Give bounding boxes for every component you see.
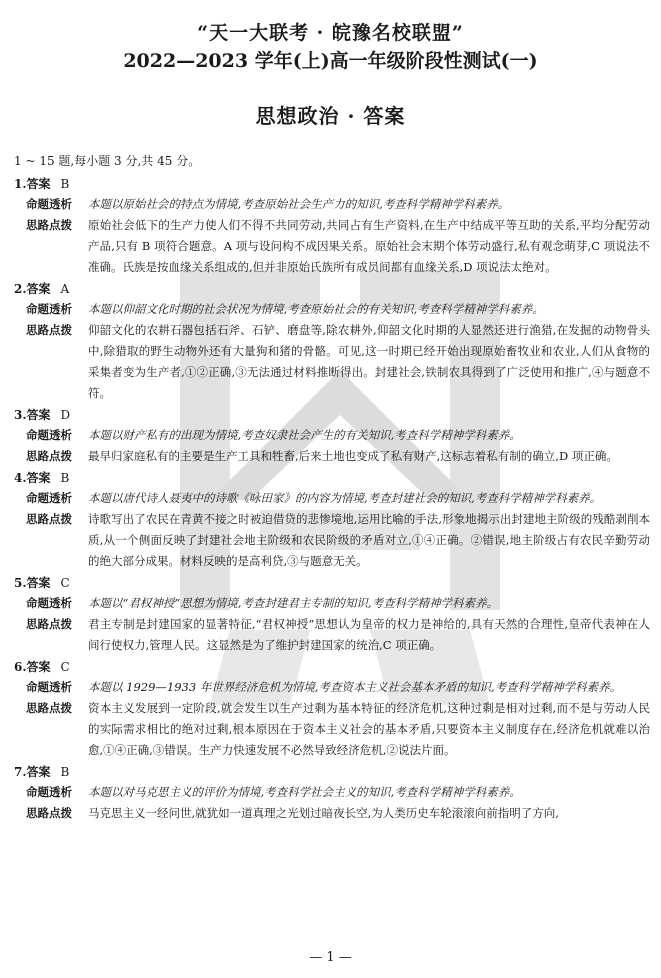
purpose-text: 本题以唐代诗人聂夷中的诗歌《咏田家》的内容为情境,考查封建社会的知识,考查科学精神学科素养。 xyxy=(88,491,602,505)
purpose-label: 命题透析 xyxy=(26,491,72,505)
question-number: 6. xyxy=(14,660,27,674)
hint-label: 思路点拨 xyxy=(26,701,72,715)
answer-header xyxy=(14,279,650,299)
answer-item xyxy=(14,468,650,572)
question-number: 1. xyxy=(14,177,27,191)
answer-label: 答案 xyxy=(26,576,51,590)
purpose-text: 本题以 1929—1933 年世界经济危机为情境,考查资本主义社会基本矛盾的知识,考查科学精神学科素养。 xyxy=(88,680,622,694)
answer-header xyxy=(14,405,650,425)
purpose-text: 本题以对马克思主义的评价为情境,考查科学社会主义的知识,考查科学精神学科素养。 xyxy=(88,785,521,799)
answer-item xyxy=(14,405,650,467)
header-title-line2: 2022—2023 学年(上)高一年级阶段性测试(一) xyxy=(123,50,538,72)
answer-choice: B xyxy=(60,471,70,485)
answer-label: 答案 xyxy=(26,408,51,422)
answer-item xyxy=(14,174,650,278)
purpose-row xyxy=(14,677,650,698)
purpose-row xyxy=(14,299,650,320)
answer-label: 答案 xyxy=(26,765,51,779)
hint-label: 思路点拨 xyxy=(26,617,72,631)
purpose-label: 命题透析 xyxy=(26,302,72,316)
hint-row xyxy=(14,215,650,278)
document-subject-title: 思想政治 · 答案 xyxy=(255,104,406,128)
question-number: 2. xyxy=(14,282,27,296)
hint-label: 思路点拨 xyxy=(26,218,72,232)
answer-label: 答案 xyxy=(26,660,51,674)
header-title-line1: “天一大联考 · 皖豫名校联盟” xyxy=(197,22,464,44)
answer-list xyxy=(14,174,650,825)
hint-text: 君主专制是封建国家的显著特征,“君权神授”思想认为皇帝的权力是神给的,具有天然的合理性,皇帝代表神在人间行使权力,管理人民。这显然是为了维护封建国家的统治,C 项正确。 xyxy=(88,617,650,652)
purpose-label: 命题透析 xyxy=(26,596,72,610)
answer-header xyxy=(14,657,650,677)
hint-label: 思路点拨 xyxy=(26,806,72,820)
purpose-label: 命题透析 xyxy=(26,428,72,442)
hint-label: 思路点拨 xyxy=(26,323,72,337)
purpose-label: 命题透析 xyxy=(26,197,72,211)
hint-text: 资本主义发展到一定阶段,就会发生以生产过剩为基本特征的经济危机,这种过剩是相对过剩,而不是与劳动人民的实际需求相比的绝对过剩,根本原因在于资本主义社会的基本矛盾,只要资本主义制度存在,经济危机就难以治愈,①④正确,③错误。生产力快速发展不必然导致经济危机,②说法片面。 xyxy=(88,701,650,757)
answer-label: 答案 xyxy=(26,471,51,485)
page-number: — 1 — xyxy=(309,950,352,965)
answer-item xyxy=(14,573,650,656)
answer-choice: B xyxy=(60,177,70,191)
answer-item xyxy=(14,279,650,404)
answer-label: 答案 xyxy=(26,282,51,296)
purpose-row xyxy=(14,782,650,803)
hint-label: 思路点拨 xyxy=(26,449,72,463)
question-number: 3. xyxy=(14,408,27,422)
hint-label: 思路点拨 xyxy=(26,512,72,526)
purpose-label: 命题透析 xyxy=(26,680,72,694)
answer-header xyxy=(14,174,650,194)
question-number: 5. xyxy=(14,576,27,590)
purpose-row xyxy=(14,488,650,509)
answer-header xyxy=(14,762,650,782)
purpose-text: 本题以财产私有的出现为情境,考查奴隶社会产生的有关知识,考查科学精神学科素养。 xyxy=(88,428,521,442)
answer-choice: C xyxy=(60,660,70,674)
answer-choice: B xyxy=(60,765,70,779)
hint-text: 最早归家庭私有的主要是生产工具和牲畜,后来土地也变成了私有财产,这标志着私有制的确立,D 项正确。 xyxy=(88,449,618,463)
hint-row xyxy=(14,446,650,467)
purpose-text: 本题以“君权神授”思想为情境,考查封建君主专制的知识,考查科学精神学科素养。 xyxy=(88,596,499,610)
answer-header xyxy=(14,573,650,593)
question-number: 7. xyxy=(14,765,27,779)
answer-choice: C xyxy=(60,576,70,590)
purpose-row xyxy=(14,194,650,215)
hint-row xyxy=(14,803,650,824)
purpose-text: 本题以原始社会的特点为情境,考查原始社会生产力的知识,考查科学精神学科素养。 xyxy=(88,197,510,211)
hint-text: 仰韶文化的农耕石器包括石斧、石铲、磨盘等,除农耕外,仰韶文化时期的人显然还进行渔猎,在发掘的动物骨头中,除猎取的野生动物外还有大量狗和猪的骨骼。可见,这一时期已经开始出现原始畜牧业和农业,人们从食物的采集者变为生产者,①②正确,③无法通过材料推断得出。封建社会,铁制农具得到了广泛使用和推广,④与题意不符。 xyxy=(88,323,650,400)
answer-item xyxy=(14,657,650,761)
answer-item xyxy=(14,762,650,824)
hint-row xyxy=(14,614,650,656)
hint-text: 原始社会低下的生产力使人们不得不共同劳动,共同占有生产资料,在生产中结成平等互助的关系,平均分配劳动产品,只有 B 项符合题意。A 项与设问构不成因果关系。原始社会末期个体劳动盛行,私有观念萌芽,C 项说法不准确。氏族是按血缘关系组成的,但并非原始氏族所有成员间都有血缘关系,D 项说法太绝对。 xyxy=(88,218,650,274)
purpose-label: 命题透析 xyxy=(26,785,72,799)
question-number: 4. xyxy=(14,471,27,485)
hint-text: 诗歌写出了农民在青黄不接之时被迫借贷的悲惨境地,运用比喻的手法,形象地揭示出封建地主阶级的残酷剥削本质,从一个侧面反映了封建社会地主阶级和农民阶级的矛盾对立,①④正确。②错误,地主阶级占有农民辛勤劳动的绝大部分成果。材料反映的是高利贷,③与题意无关。 xyxy=(88,512,650,568)
purpose-text: 本题以仰韶文化时期的社会状况为情境,考查原始社会的有关知识,考查科学精神学科素养。 xyxy=(88,302,544,316)
hint-row xyxy=(14,320,650,404)
hint-text: 马克思主义一经问世,就犹如一道真理之光划过暗夜长空,为人类历史车轮滚滚向前指明了方向, xyxy=(88,806,559,820)
hint-row xyxy=(14,698,650,761)
answer-header xyxy=(14,468,650,488)
purpose-row xyxy=(14,593,650,614)
answer-choice: D xyxy=(60,408,71,422)
hint-row xyxy=(14,509,650,572)
answer-choice: A xyxy=(60,282,70,296)
purpose-row xyxy=(14,425,650,446)
answer-label: 答案 xyxy=(26,177,51,191)
score-intro: 1 ~ 15 题,每小题 3 分,共 45 分。 xyxy=(14,154,201,168)
